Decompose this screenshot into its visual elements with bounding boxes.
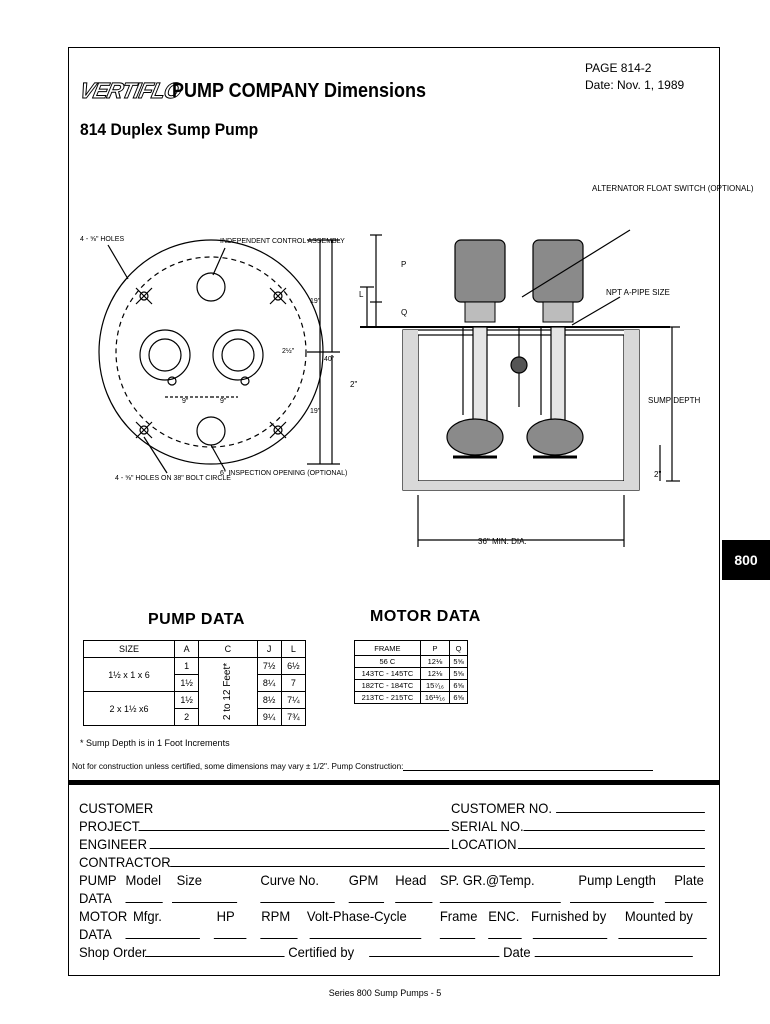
label-dim-q: Q — [401, 308, 408, 317]
table-row — [355, 692, 468, 704]
motor-mounted-label: Mounted by — [624, 908, 693, 924]
discharge-hole-right — [241, 377, 249, 385]
motor-p-cell: 16¹¹⁄₁₆ — [420, 692, 449, 704]
engineer-label: ENGINEER — [79, 836, 148, 852]
pump-a-cell: 2 — [175, 709, 199, 726]
motor-p-cell: 15⁷⁄₁₆ — [420, 680, 449, 692]
motor-header-q: Q — [450, 641, 468, 656]
column-left — [473, 327, 487, 422]
pump-data-title: PUMP DATA — [148, 611, 245, 628]
label-dim-19-bottom: 19" — [310, 408, 321, 415]
table-row — [84, 692, 306, 709]
pump-c-value: 2 to 12 Feet* — [222, 662, 234, 721]
label-dim-2-5: 2½" — [282, 348, 295, 355]
motor-frame-cell: 56 C — [355, 656, 421, 668]
page-info — [585, 60, 684, 94]
float-switch — [511, 357, 527, 373]
motor-p-cell: 12⅛ — [420, 656, 449, 668]
label-dim-2-bottom: 2" — [654, 470, 662, 479]
form-row-project — [79, 817, 665, 835]
table-row — [84, 658, 306, 675]
discharge-hole-left — [168, 377, 176, 385]
motor-frame-cell: 143TC - 145TC — [355, 668, 421, 680]
pump-l-cell: 6½ — [281, 658, 305, 675]
motor-frame-cell: 213TC - 215TC — [355, 692, 421, 704]
motor-right — [533, 240, 583, 302]
pump-data-header-row — [84, 641, 306, 658]
date-label: Date — [503, 944, 531, 960]
pump-j-cell: 8¼ — [257, 675, 281, 692]
motor-label: MOTOR — [79, 908, 128, 924]
pump-opening-right-inner — [222, 339, 254, 371]
pump-opening-left-inner — [149, 339, 181, 371]
motor-furnished-label: Furnished by — [530, 908, 607, 924]
pump-spgr-label: SP. GR.@Temp. — [439, 872, 535, 888]
motor-header-frame: FRAME — [355, 641, 421, 656]
pump-data-table — [83, 640, 306, 726]
table-row — [355, 680, 468, 692]
form-row-engineer — [79, 835, 665, 853]
label-inspection-opening: 6" INSPECTION OPENING (OPTIONAL) — [220, 470, 348, 477]
project-label: PROJECT — [79, 818, 140, 834]
pump-opening-right — [213, 330, 263, 380]
pump-j-cell: 7½ — [257, 658, 281, 675]
motor-q-cell: 6⅝ — [450, 680, 468, 692]
pump-a-cell: 1½ — [175, 675, 199, 692]
sump-basin — [403, 330, 639, 490]
form-row-shop-order — [79, 943, 665, 961]
motor-data-table — [354, 640, 468, 704]
pump-length-label: Pump Length — [578, 872, 656, 888]
label-dim-l: L — [359, 290, 364, 299]
bolt-circle — [116, 257, 306, 447]
document-title: 814 Duplex Sump Pump — [80, 120, 259, 139]
motor-data-label: DATA — [79, 926, 112, 942]
motor-vpc-label: Volt-Phase-Cycle — [306, 908, 407, 924]
table-row — [355, 668, 468, 680]
pump-l-cell: 7¾ — [281, 709, 305, 726]
motor-data-header-row — [355, 641, 468, 656]
label-dim-19-top: 19" — [310, 298, 321, 305]
control-assembly-opening — [197, 273, 225, 301]
label-min-dia: 36" MIN. DIA. — [478, 537, 527, 546]
section-tab: 800 — [722, 540, 770, 580]
pump-a-cell: 1½ — [175, 692, 199, 709]
location-label: LOCATION — [451, 836, 517, 852]
company-title: PUMP COMPANY Dimensions — [172, 80, 427, 102]
pump-label: PUMP — [79, 872, 117, 888]
motor-header-p: P — [420, 641, 449, 656]
pump-l-cell: 7 — [281, 675, 305, 692]
disclaimer — [72, 762, 653, 771]
pump-curve-label: Curve No. — [260, 872, 319, 888]
pump-header-size: SIZE — [84, 641, 175, 658]
customer-no-label: CUSTOMER NO. — [451, 800, 553, 816]
pump-opening-left — [140, 330, 190, 380]
label-dim-9-right: 9" — [220, 398, 227, 405]
inspection-opening — [197, 417, 225, 445]
form-row-contractor — [79, 853, 665, 871]
pump-header-a: A — [175, 641, 199, 658]
footnote: * Sump Depth is in 1 Foot Increments — [80, 738, 230, 748]
motor-q-cell: 6⅝ — [450, 692, 468, 704]
order-form — [79, 799, 704, 961]
customer-label: CUSTOMER — [79, 800, 154, 816]
motor-frame-cell: 182TC - 184TC — [355, 680, 421, 692]
label-sump-depth: SUMP DEPTH — [648, 396, 701, 405]
pump-l-cell: 7¼ — [281, 692, 305, 709]
pump-c-merged-cell — [199, 658, 257, 726]
pump-size-cell: 2 x 1½ x6 — [84, 692, 175, 726]
pump-data-label: DATA — [79, 890, 112, 906]
pump-header-c: C — [199, 641, 257, 658]
pump-j-cell: 9¼ — [257, 709, 281, 726]
motor-q-cell: 5⅝ — [450, 656, 468, 668]
label-alternator-switch: ALTERNATOR FLOAT SWITCH (OPTIONAL) — [592, 184, 754, 193]
form-row-motor — [79, 907, 693, 925]
motor-q-cell: 5⅝ — [450, 668, 468, 680]
divider — [68, 780, 720, 785]
form-row-customer — [79, 799, 665, 817]
pump-casing-left — [447, 419, 503, 455]
form-row-motor-data — [79, 925, 665, 943]
shop-order-label: Shop Order — [79, 944, 147, 960]
disclaimer-text: Not for construction unless certified, some dimensions may vary ± 1/2". Pump Construction: — [72, 762, 404, 771]
company-logo: VERTIFLO — [77, 78, 184, 103]
page-date: Date: Nov. 1, 1989 — [585, 78, 685, 92]
certified-by-label: Certified by — [288, 944, 355, 960]
form-row-pump — [79, 871, 704, 889]
label-dim-9-left: 9" — [182, 398, 189, 405]
page-number: PAGE 814-2 — [585, 61, 652, 75]
contractor-label: CONTRACTOR — [79, 854, 171, 870]
label-dim-40: 40" — [324, 356, 335, 363]
pump-head-label: Head — [395, 872, 427, 888]
pump-header-l: L — [281, 641, 305, 658]
motor-hp-label: HP — [216, 908, 235, 924]
pump-size-label: Size — [176, 872, 202, 888]
pump-model-label: Model — [125, 872, 161, 888]
pump-casing-right — [527, 419, 583, 455]
pump-construction-line — [403, 762, 653, 771]
table-row — [355, 656, 468, 668]
pump-a-cell: 1 — [175, 658, 199, 675]
label-npt-pipe: NPT A-PIPE SIZE — [606, 288, 670, 297]
motor-enc-label: ENC. — [488, 908, 520, 924]
pump-gpm-label: GPM — [348, 872, 379, 888]
column-right — [551, 327, 565, 422]
label-bolt-holes: 4 - ⅝" HOLES ON 38" BOLT CIRCLE — [115, 475, 231, 482]
pump-size-cell: 1½ x 1 x 6 — [84, 658, 175, 692]
motor-left — [455, 240, 505, 302]
pump-plate-label: Plate — [674, 872, 704, 888]
serial-no-label: SERIAL NO. — [451, 818, 524, 834]
pump-j-cell: 8½ — [257, 692, 281, 709]
motor-frame-label: Frame — [439, 908, 478, 924]
pump-header-j: J — [257, 641, 281, 658]
page-footer: Series 800 Sump Pumps - 5 — [328, 988, 442, 998]
motor-mfgr-label: Mfgr. — [132, 908, 162, 924]
form-row-pump-data — [79, 889, 665, 907]
label-top-holes: 4 - ⅝" HOLES — [80, 236, 125, 243]
motor-rpm-label: RPM — [261, 908, 291, 924]
label-dim-2-top: 2" — [350, 380, 358, 389]
motor-p-cell: 12⅛ — [420, 668, 449, 680]
label-dim-p: P — [401, 260, 407, 269]
motor-data-title: MOTOR DATA — [370, 608, 481, 625]
label-control-assembly: INDEPENDENT CONTROL ASSEMBLY — [220, 238, 345, 245]
